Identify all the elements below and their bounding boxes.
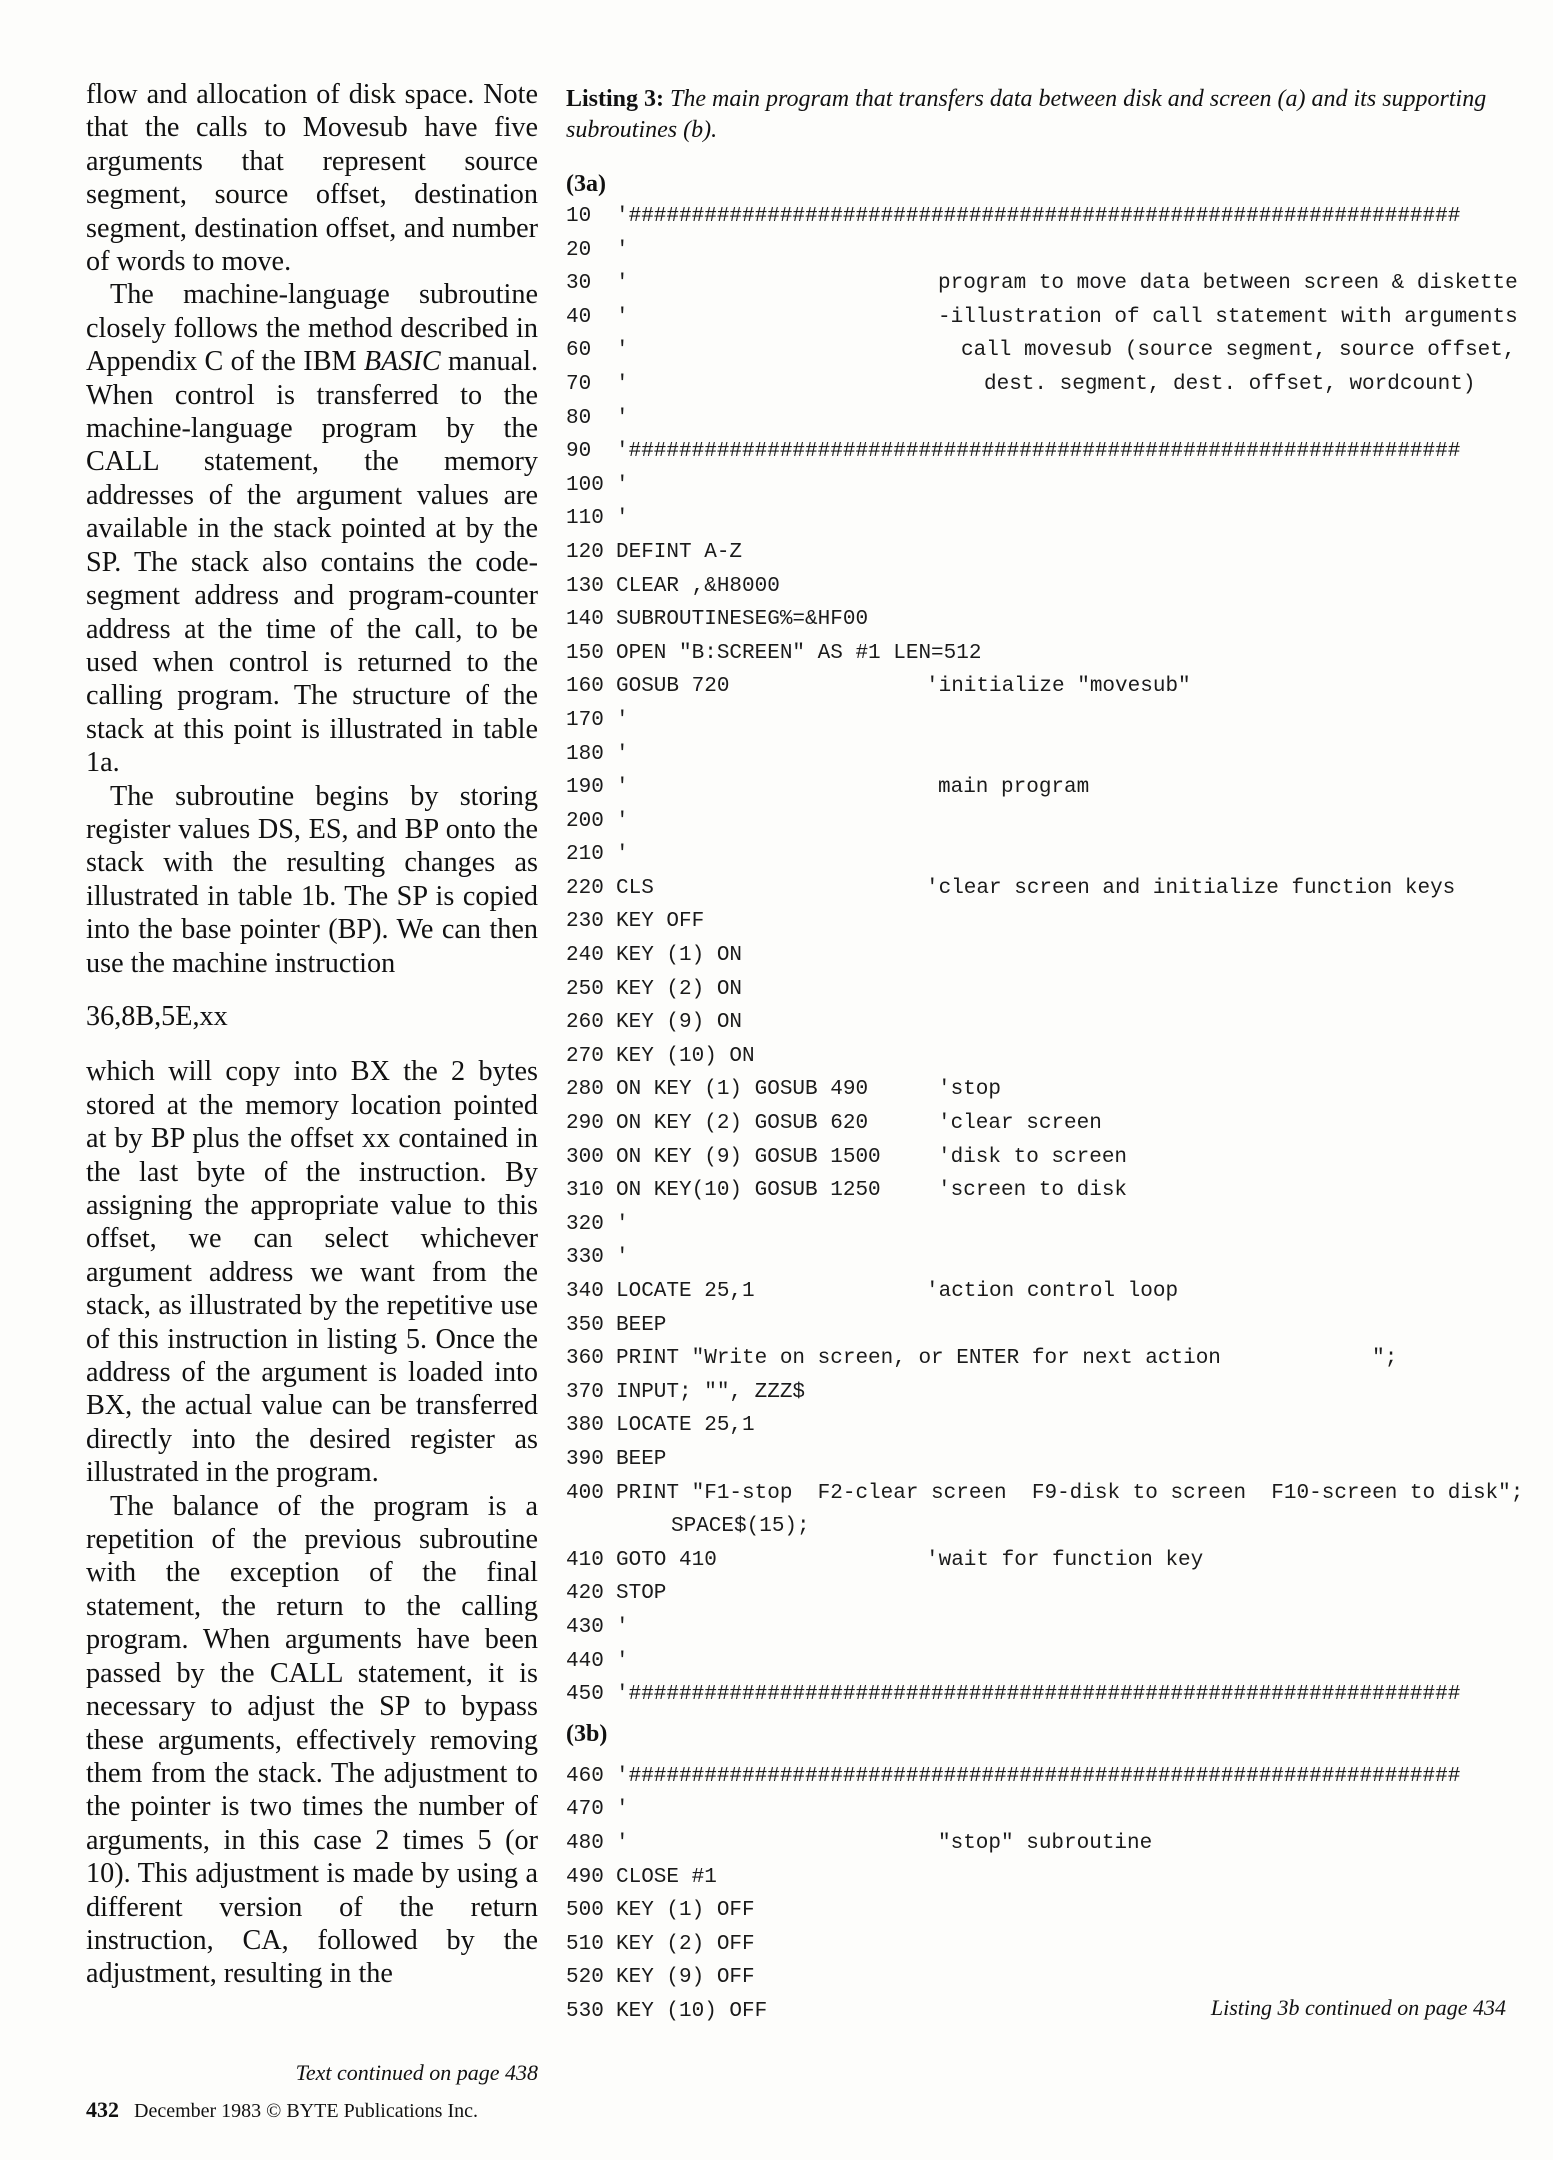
code-statement: '################################################################## [616, 440, 1461, 464]
line-number: 270 [566, 1044, 604, 1068]
code-line [566, 1409, 1506, 1443]
code-statement: KEY (10) ON [616, 1044, 755, 1068]
code-comment: 'disk to screen [938, 1145, 1128, 1169]
code-line [566, 200, 1506, 234]
code-line [566, 334, 1516, 368]
code-comment: -illustration of call statement with arguments [938, 305, 1518, 329]
code-statement: LOCATE 25,1 [616, 1280, 755, 1303]
line-number: 260 [566, 1011, 604, 1035]
line-number: 480 [566, 1831, 604, 1855]
code-line [566, 603, 1506, 637]
code-statement: CLOSE #1 [616, 1865, 717, 1889]
code-statement: GOTO 410 [616, 1548, 717, 1572]
code-listing-3a [566, 200, 1524, 1712]
code-statement: KEY (1) ON [616, 944, 743, 968]
code-comment: 'clear screen [938, 1112, 1102, 1136]
line-number: 170 [566, 708, 604, 732]
code-line [566, 368, 1506, 402]
code-line [566, 301, 1518, 335]
listing-caption [566, 84, 1506, 146]
line-number: 300 [566, 1145, 604, 1169]
code-line [566, 1107, 1506, 1141]
line-number: 100 [566, 473, 604, 497]
publication-credit: December 1983 © BYTE Publications Inc. [134, 2100, 479, 2122]
code-line [566, 1510, 1506, 1544]
code-statement: ' [616, 776, 629, 800]
line-number: 30 [566, 272, 592, 296]
code-statement: PRINT "Write on screen, or ENTER for next action "; [616, 1347, 1398, 1371]
line-number: 400 [566, 1481, 604, 1505]
line-number: 60 [566, 339, 592, 363]
line-number: 470 [566, 1798, 604, 1822]
paragraph: which will copy into BX the 2 bytes stored at the memory location pointed at by BP plus the offset xx contained in the last byte of the instruction. By assigning the appropriate value to this offset, we can select whichever argument address we want from the stack, as illustrated by the repetitive use of this instruction in listing 5. Once the address of the argument is loaded into BX, the actual value can be transferred directly into the desired register as illustrated in the program. [86, 1056, 538, 1489]
code-line [566, 1861, 1506, 1895]
line-number: 310 [566, 1179, 604, 1203]
code-line [566, 402, 1506, 436]
code-line [566, 704, 1506, 738]
code-statement: STOP [616, 1582, 667, 1606]
code-statement: KEY (1) OFF [616, 1899, 755, 1923]
code-line [566, 1961, 1506, 1995]
code-statement: ' [616, 238, 629, 262]
code-statement: ' [616, 372, 629, 396]
code-line [566, 670, 1506, 704]
code-line [566, 637, 1506, 671]
paragraph: The balance of the program is a repetition of the previous subroutine with the exception of the final statement, the return to the calling program. When arguments have been passed by the CALL statement, it is necessary to adjust the SP to bypass these arguments, effectively removing them from the stack. The adjustment to the pointer is two times the number of arguments, in this case 2 times 5 (or 10). This adjustment is made by using a different version of the return instruction, CA, followed by the adjustment, resulting in the [86, 1490, 538, 1990]
code-statement: ' [616, 339, 629, 363]
line-number: 450 [566, 1683, 604, 1707]
code-statement: BEEP [616, 1447, 667, 1471]
page-footer [86, 2097, 478, 2123]
listing-continued-note: Listing 3b continued on page 434 [1210, 1994, 1506, 2020]
section-label-3b: (3b) [566, 1720, 608, 1747]
code-line [566, 1006, 1506, 1040]
line-number: 10 [566, 205, 592, 228]
code-statement: LOCATE 25,1 [616, 1414, 755, 1438]
code-comment: 'stop [938, 1078, 1002, 1102]
code-line [566, 1477, 1524, 1511]
code-comment: 'clear screen and initialize function keys [926, 876, 1456, 900]
text-continued-note: Text continued on page 438 [295, 2060, 538, 2085]
code-comment: 'screen to disk [938, 1179, 1128, 1203]
paragraph: flow and allocation of disk space. Note that the calls to Movesub have five arguments that represent source segment, source offset, destination segment, destination offset, and number of words to move. [86, 79, 538, 278]
line-number: 370 [566, 1380, 604, 1404]
line-number: 40 [566, 305, 592, 329]
code-statement: KEY (2) OFF [616, 1932, 755, 1956]
code-line [566, 1141, 1506, 1175]
line-number: 500 [566, 1899, 604, 1923]
line-number: 140 [566, 608, 604, 632]
code-statement: ' [616, 708, 629, 732]
code-statement: ON KEY (1) GOSUB 490 [616, 1078, 869, 1102]
code-statement: INPUT; "", ZZZ$ [616, 1380, 806, 1404]
code-line [566, 838, 1506, 872]
code-statement: PRINT "F1-stop F2-clear screen F9-disk to screen F10-screen to disk"; [616, 1481, 1524, 1505]
code-line [566, 536, 1506, 570]
line-number: 350 [566, 1313, 604, 1337]
code-line [566, 805, 1506, 839]
code-statement: KEY (2) ON [616, 977, 743, 1001]
line-number: 230 [566, 910, 604, 934]
code-line [566, 973, 1506, 1007]
line-number: 390 [566, 1447, 604, 1471]
code-line [566, 1760, 1506, 1794]
line-number: 130 [566, 574, 604, 598]
line-number: 420 [566, 1582, 604, 1606]
code-comment: main program [938, 776, 1090, 800]
line-number: 200 [566, 809, 604, 833]
code-statement: CLEAR ,&H8000 [616, 574, 780, 598]
line-number: 290 [566, 1112, 604, 1136]
machine-instruction: 36,8B,5E,xx [86, 1000, 228, 1032]
code-continuation: SPACE$(15); [671, 1515, 810, 1539]
line-number: 280 [566, 1078, 604, 1102]
line-number: 530 [566, 1999, 604, 2023]
code-statement: ' [616, 1246, 629, 1270]
code-line [566, 1174, 1506, 1208]
line-number: 320 [566, 1212, 604, 1236]
caption-text: The main program that transfers data between disk and screen (a) and its supporting subroutines (b). [566, 86, 1487, 143]
line-number: 160 [566, 675, 604, 699]
line-number: 330 [566, 1246, 604, 1270]
line-number: 150 [566, 641, 604, 665]
page-number: 432 [86, 2097, 119, 2122]
code-comment: 'wait for function key [926, 1548, 1204, 1572]
code-line [566, 1827, 1506, 1861]
code-statement: '################################################################## [616, 205, 1461, 228]
line-number: 240 [566, 944, 604, 968]
line-number: 180 [566, 742, 604, 766]
line-number: 110 [566, 507, 604, 531]
code-comment: "stop" subroutine [938, 1831, 1153, 1855]
code-line [566, 1928, 1506, 1962]
code-line [566, 1611, 1506, 1645]
code-statement: KEY (9) ON [616, 1011, 743, 1035]
code-statement: ' [616, 843, 629, 867]
code-comment: dest. segment, dest. offset, wordcount) [984, 372, 1476, 396]
code-line [566, 1443, 1506, 1477]
code-line [566, 1208, 1506, 1242]
line-number: 360 [566, 1347, 604, 1371]
line-number: 410 [566, 1548, 604, 1572]
line-number: 490 [566, 1865, 604, 1889]
code-listing-3b [566, 1760, 1506, 2029]
code-line [566, 1577, 1506, 1611]
code-statement: ' [616, 1798, 629, 1822]
line-number: 380 [566, 1414, 604, 1438]
line-number: 440 [566, 1649, 604, 1673]
code-line [566, 234, 1506, 268]
code-statement: '################################################################## [616, 1764, 1461, 1788]
code-statement: DEFINT A-Z [616, 540, 743, 564]
code-line [566, 1645, 1506, 1679]
code-line [566, 738, 1506, 772]
code-line [566, 267, 1518, 301]
code-line [566, 1376, 1506, 1410]
code-line [566, 905, 1506, 939]
code-statement: ' [616, 473, 629, 497]
code-line [566, 872, 1506, 906]
code-line [566, 570, 1506, 604]
line-number: 430 [566, 1615, 604, 1639]
line-number: 80 [566, 406, 592, 430]
line-number: 70 [566, 372, 592, 396]
code-statement: KEY (10) OFF [616, 1999, 768, 2023]
listing-column [566, 84, 1524, 2028]
section-label-3a: (3a) [566, 171, 606, 197]
line-number: 210 [566, 843, 604, 867]
code-statement: ON KEY(10) GOSUB 1250 [616, 1179, 881, 1203]
code-statement: ' [616, 507, 629, 531]
code-statement: ' [616, 1831, 629, 1855]
code-comment: program to move data between screen & diskette [938, 272, 1518, 296]
code-statement: GOSUB 720 [616, 675, 730, 699]
line-number: 520 [566, 1966, 604, 1990]
code-statement: ' [616, 742, 629, 766]
paragraph: The machine-language subroutine closely follows the method described in Appendix C of the IBM BASIC manual. When control is transferred to the machine-language program by the CALL statement, the memory addresses of the argument values are available in the stack pointed at by the SP. The stack also contains the code-segment address and program-counter address at the time of the call, to be used when control is returned to the calling program. The structure of the stack at this point is illustrated in table 1a. [86, 279, 538, 779]
code-statement: ON KEY (9) GOSUB 1500 [616, 1145, 881, 1169]
code-line [566, 1342, 1506, 1376]
code-statement: ' [616, 1615, 629, 1639]
code-comment: 'action control loop [926, 1280, 1179, 1303]
code-line [566, 1309, 1506, 1343]
code-line [566, 502, 1506, 536]
code-line [566, 1275, 1506, 1309]
code-statement: ' [616, 1212, 629, 1236]
basic-title: BASIC [363, 346, 441, 378]
line-number: 340 [566, 1280, 604, 1303]
line-number: 220 [566, 876, 604, 900]
code-statement: ON KEY (2) GOSUB 620 [616, 1112, 869, 1136]
code-statement: ' [616, 406, 629, 430]
line-number: 190 [566, 776, 604, 800]
code-statement: '################################################################## [616, 1683, 1461, 1707]
code-line [566, 1894, 1506, 1928]
line-number: 90 [566, 440, 592, 464]
code-statement: KEY (9) OFF [616, 1966, 755, 1990]
code-statement: ' [616, 1649, 629, 1673]
code-line [566, 1073, 1506, 1107]
article-text-column [86, 78, 538, 1991]
code-statement: ' [616, 272, 629, 296]
code-statement: ' [616, 809, 629, 833]
code-line [566, 771, 1506, 805]
line-number: 120 [566, 540, 604, 564]
code-line [566, 1040, 1506, 1074]
code-line [566, 1678, 1506, 1712]
code-statement: CLS [616, 876, 654, 900]
paragraph: The subroutine begins by storing register values DS, ES, and BP onto the stack with the resulting changes as illustrated in table 1b. The SP is copied into the base pointer (BP). We can then use the machine instruction [86, 780, 538, 979]
code-line [566, 1544, 1506, 1578]
code-statement: OPEN "B:SCREEN" AS #1 LEN=512 [616, 641, 982, 665]
line-number: 510 [566, 1932, 604, 1956]
code-comment: 'initialize "movesub" [926, 675, 1191, 699]
code-statement: BEEP [616, 1313, 667, 1337]
code-statement: ' [616, 305, 629, 329]
code-line [566, 1793, 1506, 1827]
line-number: 20 [566, 238, 592, 262]
code-line [566, 435, 1506, 469]
code-comment: call movesub (source segment, source offset, [961, 339, 1516, 363]
code-line [566, 939, 1506, 973]
line-number: 460 [566, 1764, 604, 1788]
caption-label: Listing 3: [566, 86, 665, 112]
code-line [566, 1241, 1506, 1275]
code-statement: SUBROUTINESEG%=&HF00 [616, 608, 869, 632]
line-number: 250 [566, 977, 604, 1001]
code-statement: KEY OFF [616, 910, 705, 934]
code-line [566, 469, 1506, 503]
